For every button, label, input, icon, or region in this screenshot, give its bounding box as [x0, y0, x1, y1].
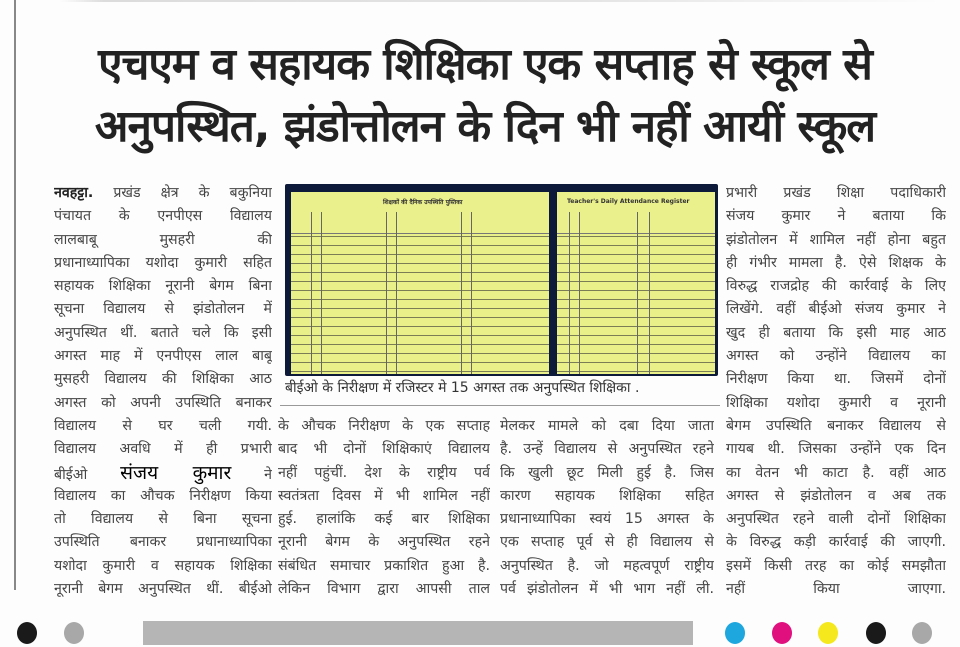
- article-line: विद्यालय का औचक निरीक्षण किया: [54, 487, 272, 504]
- register-title-english: Teacher's Daily Attendance Register: [567, 198, 690, 205]
- article-line: बाद भी दोनों शिक्षिकाएं विद्यालय: [278, 441, 490, 458]
- article-line: ही गंभीर मामला है. ऐसे शिक्षक के: [726, 254, 946, 271]
- article-line: नूरानी बेगम अनुपस्थित थीं. बीईओ: [54, 581, 272, 598]
- article-line: मुसहरी विद्यालय की शिक्षिका आठ: [54, 371, 272, 388]
- headline: [40, 34, 930, 158]
- article-line: तो विद्यालय से बिना सूचना: [54, 511, 272, 528]
- register-title-hindi: शिक्षकों की दैनिक उपस्थिति पुस्तिका: [383, 199, 463, 206]
- overlaid-name: संजय कुमार: [120, 461, 232, 484]
- article-line: लिखेंगे. वहीं बीईओ संजय कुमार ने: [726, 301, 946, 318]
- article-line: स्वतंत्रता दिवस में भी शामिल नहीं: [278, 487, 490, 504]
- article-line: बेगम उपस्थिति बनाकर विद्यालय से: [726, 417, 946, 434]
- article-column-2: [278, 415, 490, 601]
- article-line: विरुद्ध राजद्रोह की कार्रवाई के लिए: [726, 278, 946, 295]
- article-line: उपस्थिति बनाकर प्रधानाध्यापिका: [54, 534, 272, 551]
- gray-registration-dot: [64, 622, 84, 644]
- page-edge: [14, 0, 16, 590]
- article-line: गायब थी. जिसका उन्होंने एक दिन: [726, 441, 946, 458]
- article-line: संबंधित समाचार प्रकाशित हुआ है.: [278, 557, 490, 574]
- article-line: अगस्त से झंडोतोलन व अब तक: [726, 487, 946, 504]
- article-line: हुई. हालांकि कई बार शिक्षिका: [278, 511, 490, 528]
- article-line: [54, 462, 272, 485]
- article-line: विद्यालय अवधि में ही प्रभारी: [54, 441, 272, 458]
- article-line: अनुपस्थित रहने वाली दोनों शिक्षिका: [726, 511, 946, 528]
- article-line: पंचायत के एनपीएस विद्यालय: [54, 208, 272, 225]
- cyan-registration-dot: [725, 622, 745, 644]
- article-line: सहायक शिक्षिका नूरानी बेगम बिना: [54, 278, 272, 295]
- article-line: इसमें किसी तरह का कोई समझौता: [726, 557, 946, 574]
- article-line: अगस्त को अपनी उपस्थिति बनाकर: [54, 394, 272, 411]
- article-line: झंडोतोलन में शामिल नहीं होना बहुत: [726, 231, 946, 248]
- attendance-register-photo: [285, 184, 718, 376]
- article-line: कारण सहायक शिक्षिका सहित: [500, 487, 714, 504]
- article-line: नहीं किया जाएगा.: [726, 581, 946, 598]
- article-line: शिक्षिका यशोदा कुमारी व नूरानी: [726, 394, 946, 411]
- headline-line-2: अनुपस्थित, झंडोत्तोलन के दिन भी नहीं आयीं स्कूल: [94, 101, 876, 152]
- article-line: है. उन्हें विद्यालय से अनुपस्थित रहने: [500, 441, 714, 458]
- article-line: विद्यालय से घर चली गयी.: [54, 417, 272, 434]
- photo-caption: बीईओ के निरीक्षण में रजिस्टर मे 15 अगस्त तक अनुपस्थित शिक्षिका .: [285, 380, 640, 396]
- article-line: का वेतन भी काटा है. वहीं आठ: [726, 464, 946, 481]
- article-line: पर्व झंडोतोलन में भी भाग नहीं ली.: [500, 581, 714, 598]
- article-line: एक सप्ताह पूर्व से ही विद्यालय से: [500, 534, 714, 551]
- article-line: लेकिन विभाग द्वारा आपसी ताल: [278, 581, 490, 598]
- article-line: लालबाबू मुसहरी की: [54, 231, 272, 248]
- caption-rule: [280, 405, 720, 406]
- article-line: के औचक निरीक्षण के एक सप्ताह: [278, 418, 490, 434]
- gray-registration-bar: [143, 621, 693, 645]
- article-line: अनुपस्थित है. जो महत्वपूर्ण राष्ट्रीय: [500, 557, 714, 574]
- magenta-registration-dot: [772, 622, 792, 644]
- register-left-page: [291, 192, 549, 374]
- article-line: [54, 182, 272, 205]
- article-line: यशोदा कुमारी व सहायक शिक्षिका: [54, 557, 272, 574]
- article-line: संजय कुमार ने बताया कि: [726, 208, 946, 225]
- black-registration-dot: [866, 622, 886, 644]
- headline-line-1: एचएम व सहायक शिक्षिका एक सप्ताह से स्कूल से: [98, 39, 872, 90]
- black-registration-dot: [17, 622, 37, 644]
- article-column-3: [500, 415, 714, 601]
- article-line: अगस्त को उन्होंने विद्यालय का: [726, 348, 946, 365]
- article-line: नहीं पहुंचीं. देश के राष्ट्रीय पर्व: [278, 464, 490, 481]
- article-line: कि खुली छूट मिली हुई है. जिस: [500, 464, 714, 481]
- yellow-registration-dot: [818, 622, 838, 644]
- gray-registration-dot: [912, 622, 932, 644]
- article-line: प्रधानाध्यापिका स्वयं 15 अगस्त के: [500, 511, 714, 528]
- article-line: के विरुद्ध कड़ी कार्रवाई की जाएगी.: [726, 534, 946, 551]
- article-line: सूचना विद्यालय से झंडोतोलन में: [54, 301, 272, 318]
- article-column-1: [54, 182, 272, 601]
- line-text: प्रखंड क्षेत्र के बकुनिया: [113, 185, 272, 201]
- article-line: खुद ही बताया कि इसी माह आठ: [726, 324, 946, 341]
- dateline: नवहट्टा.: [54, 185, 94, 201]
- article-line: अनुपस्थित थीं. बताते चले कि इसी: [54, 324, 272, 341]
- article-line: प्रभारी प्रखंड शिक्षा पदाधिकारी: [726, 185, 946, 201]
- article-line: निरीक्षण किया था. जिसमें दोनों: [726, 371, 946, 388]
- article-line: मेलकर मामले को दबा दिया जाता: [500, 418, 714, 434]
- article-column-4: [726, 182, 946, 601]
- cropped-previous-text: [60, 0, 940, 2]
- article-line: प्रधानाध्यापिका यशोदा कुमारी सहित: [54, 254, 272, 271]
- register-right-page: [557, 192, 715, 374]
- article-line: अगस्त माह में एनपीएस लाल बाबू: [54, 348, 272, 365]
- line-text: बीईओ: [54, 466, 88, 483]
- article-line: नूरानी बेगम के अनुपस्थित रहने: [278, 534, 490, 551]
- line-text: ने: [264, 466, 272, 483]
